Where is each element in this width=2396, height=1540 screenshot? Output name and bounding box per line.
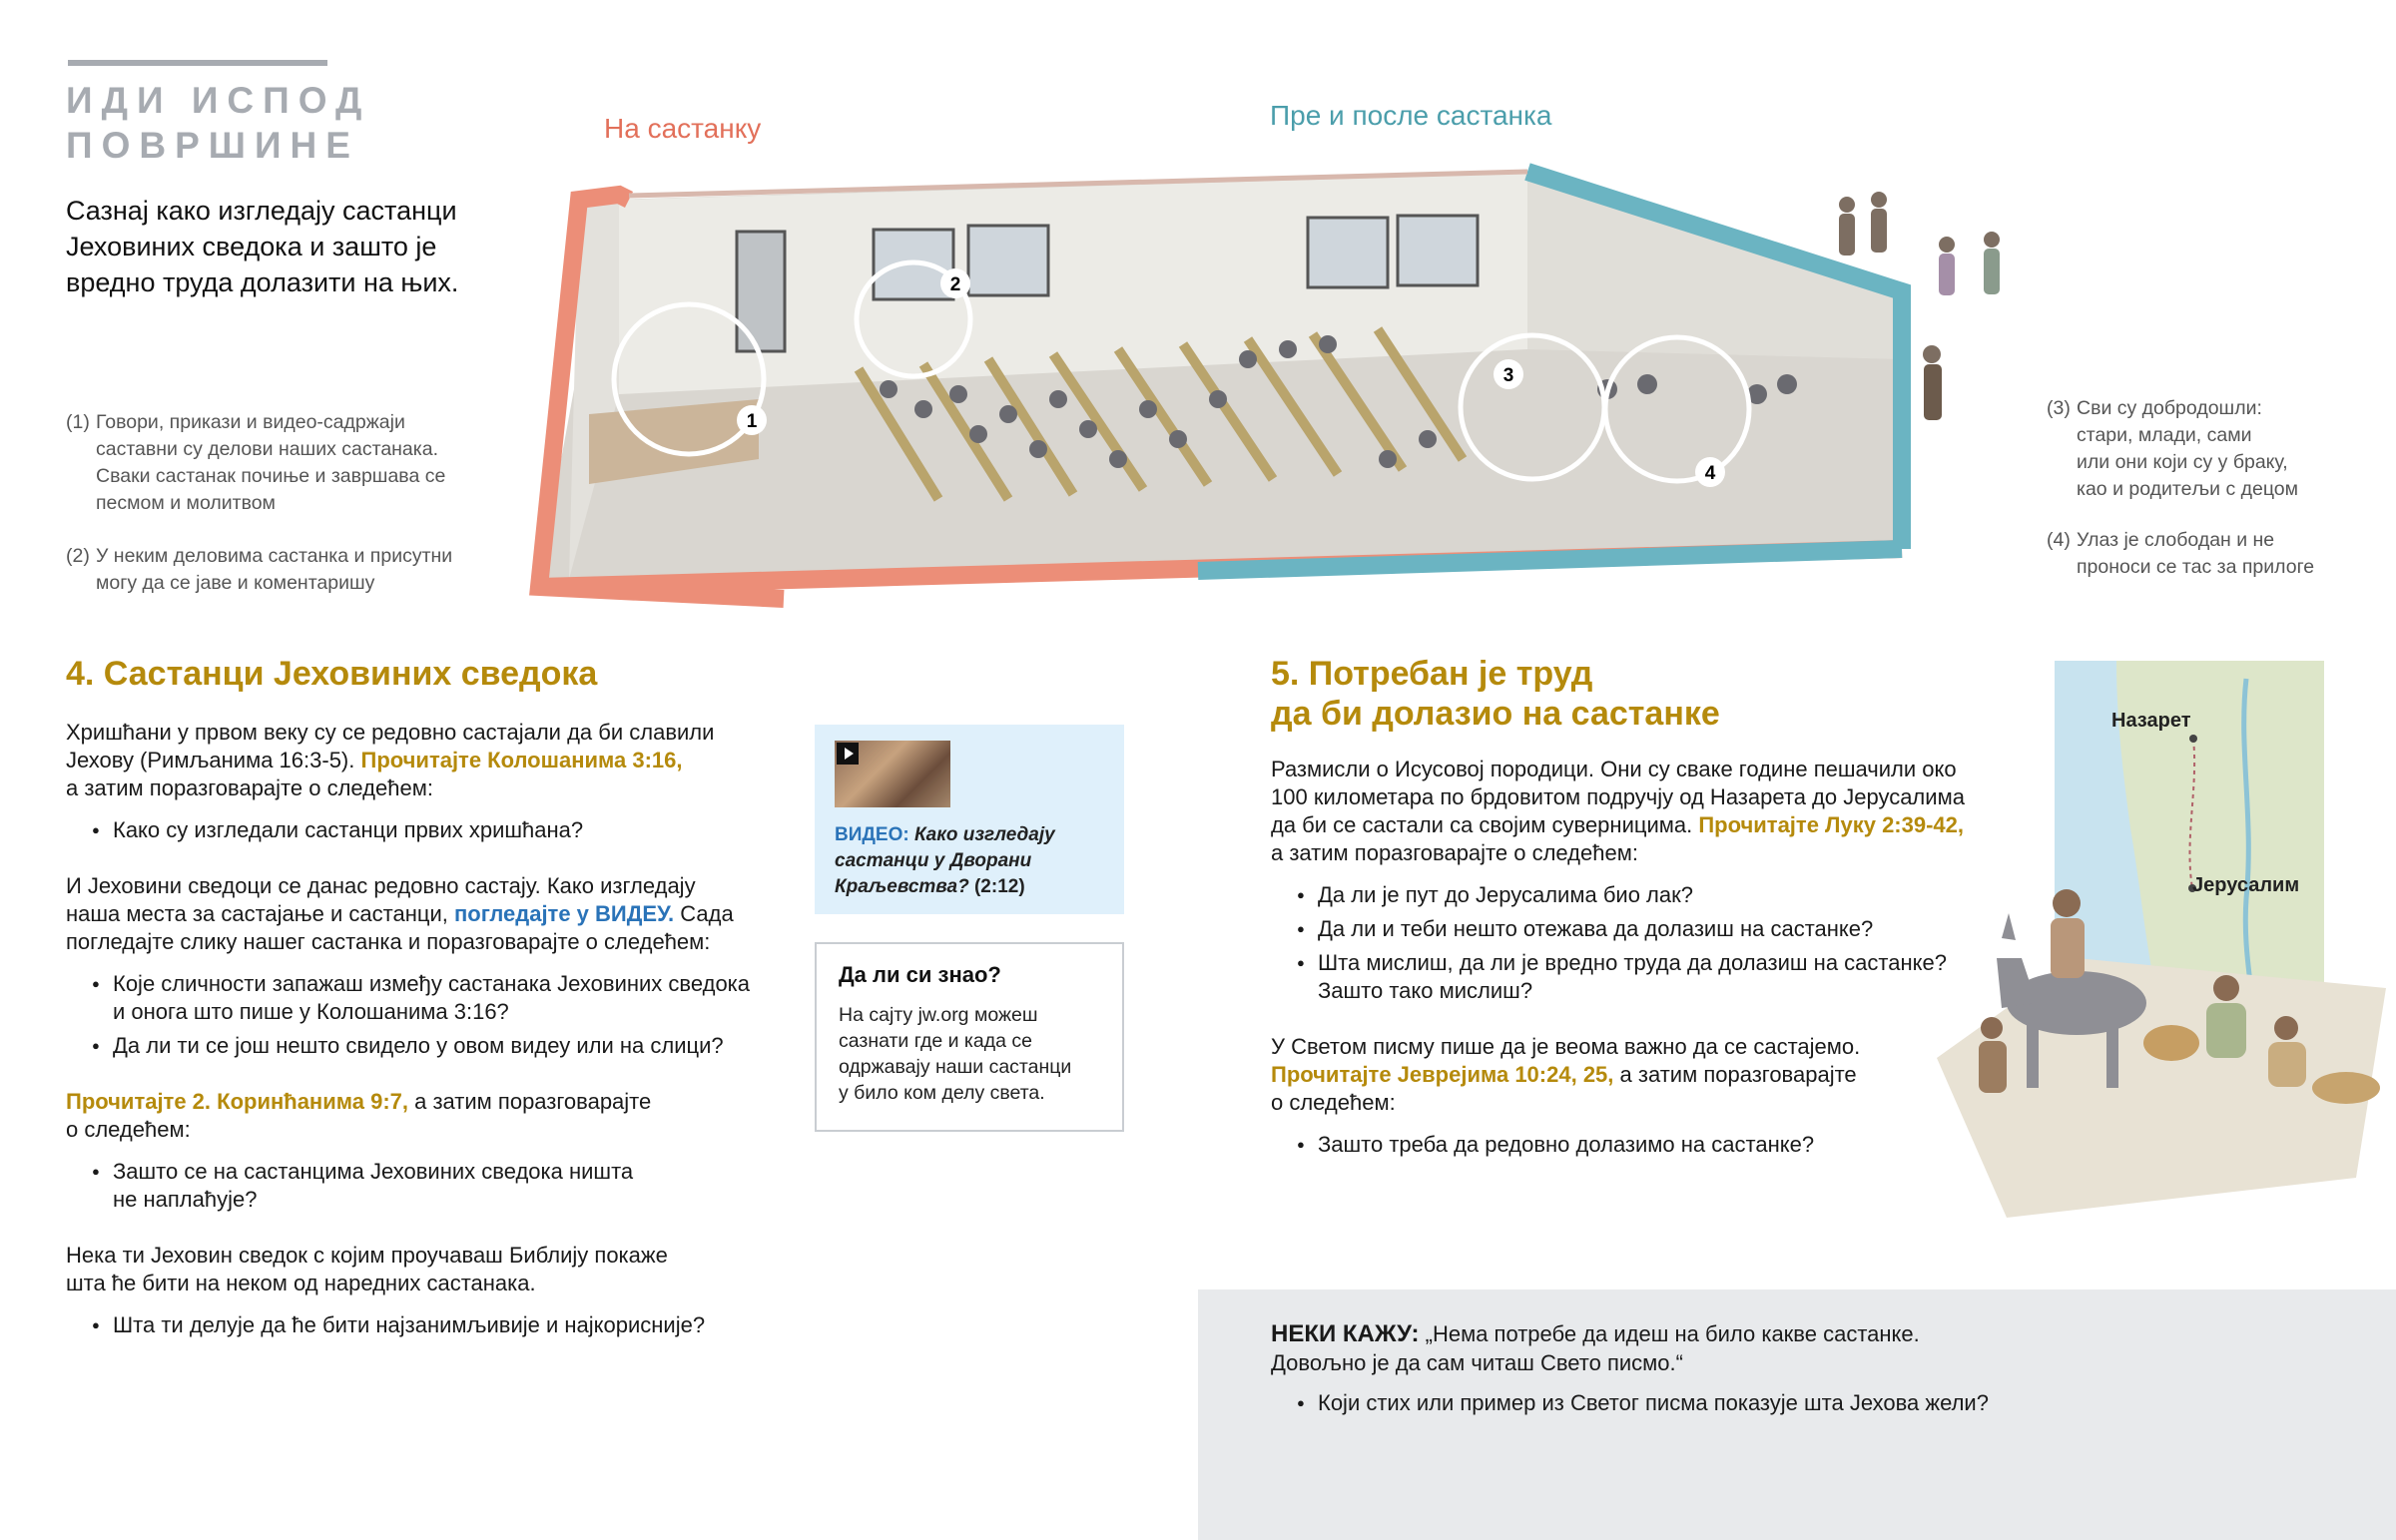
header-rule [68, 60, 327, 66]
city-dot-nazareth [2189, 735, 2197, 743]
marker-1: 1 [746, 411, 758, 432]
question-item: ● Које сличности запажаш између састанака Јеховиних сведока и онога што пише у Колошанима 3:16? [66, 970, 785, 1026]
paragraph-line: сазнати где и када се [839, 1030, 1032, 1052]
question-item: ● Зашто треба да редовно долазимо на састанке? [1271, 1131, 2030, 1159]
note-line: саставни су делови наших састанака. [96, 438, 439, 460]
paragraph-line: Нека ти Јеховин сведок с којим проучаваш Библију покаже [66, 1243, 668, 1268]
scripture-link-hebrews[interactable]: Прочитајте Јеврејима 10:24, 25, [1271, 1062, 1614, 1087]
note-line: Улаз је слободан и не [2077, 529, 2275, 551]
paragraph-line: шта ће бити на неком од наредних састанака. [66, 1271, 536, 1295]
note-number: (4) [2047, 529, 2071, 551]
question-item: ● Шта мислиш, да ли је вредно труда да долазиш на састанке? Зашто тако мислиш? [1271, 949, 2030, 1005]
some-say-content [1271, 1319, 2369, 1417]
paragraph-line: погледајте слику нашег састанка и поразговарајте о следећем: [66, 929, 711, 954]
question-item: ● Да ли ти се још нешто свидело у овом видеу или на слици? [66, 1032, 785, 1060]
marker-2: 2 [949, 274, 961, 295]
section5-body [1271, 756, 2030, 1159]
scripture-link-corinthians[interactable]: Прочитајте 2. Коринћанима 9:7, [66, 1089, 408, 1114]
note-line: Говори, прикази и видео-садржаји [96, 411, 405, 433]
note-number: (2) [66, 545, 90, 567]
paragraph-line: наша места за састајање и састанци, [66, 901, 448, 926]
marker-3: 3 [1502, 365, 1514, 386]
section4-heading: 4. Састанци Јеховиних сведока [66, 655, 598, 693]
scripture-link-luke[interactable]: Прочитајте Луку 2:39-42, [1698, 812, 1965, 837]
note-line: или они који су у браку, [2077, 451, 2288, 473]
video-title: састанци у Дворани [835, 850, 1032, 871]
video-thumbnail[interactable] [835, 741, 950, 807]
label-at-meeting: На састанку [604, 113, 762, 144]
section5-heading [1271, 654, 1720, 734]
note-1 [66, 409, 485, 517]
paragraph-line: Јехову (Римљанима 16:3-5). [66, 748, 355, 772]
some-say-label: НЕКИ КАЖУ: [1271, 1320, 1420, 1347]
arriving-people-illustration [1817, 180, 2037, 469]
door [737, 232, 785, 351]
note-2 [66, 543, 485, 597]
paragraph-line: а затим поразговарајте о следећем: [66, 775, 433, 800]
map-label-nazareth: Назарет [2111, 710, 2191, 732]
video-duration: (2:12) [973, 876, 1025, 897]
paragraph-line: У Светом писму пише да је веома важно да се састајемо. [1271, 1034, 1861, 1059]
paragraph-line: а затим поразговарајте [414, 1089, 652, 1114]
did-you-know-box [815, 942, 1124, 1132]
intro-text: Сазнај како изгледају састанци Јеховиних сведока и зашто је вредно труда долазити на њих. [66, 196, 459, 297]
note-line: Сваки састанак почиње и завршава се [96, 465, 446, 487]
note-4 [2047, 527, 2386, 581]
label-before-after: Пре и после састанка [1270, 100, 1552, 131]
section5-heading-line2: да би долазио на састанке [1271, 695, 1720, 733]
note-3 [2047, 395, 2386, 503]
note-number: (1) [66, 411, 90, 433]
video-link[interactable]: погледајте у ВИДЕУ. [453, 901, 675, 926]
paragraph-line: На сајту jw.org можеш [839, 1004, 1038, 1026]
paragraph-line: 100 километара по брдовитом подручју од Назарета до Јерусалима [1271, 784, 1965, 809]
section-title-line1: ИДИ ИСПОД [66, 80, 371, 121]
paragraph-line: одржавају наши састанци [839, 1056, 1072, 1078]
paragraph-line: да би се састали са својим суверницима. [1271, 812, 1693, 837]
some-say-box [1198, 1289, 2396, 1540]
note-line: могу да се јаве и коментаришу [96, 572, 375, 594]
note-line: стари, млади, сами [2077, 424, 2252, 446]
paragraph-line: о следећем: [66, 1117, 191, 1142]
some-say-quote: Довољно је да сам читаш Свето писмо.“ [1271, 1350, 1683, 1375]
paragraph-line: Сада [680, 901, 734, 926]
video-caption [835, 822, 1114, 900]
section-title-line2: ПОВРШИНЕ [66, 125, 359, 166]
map-label-jerusalem: Јерусалим [2192, 874, 2300, 896]
marker-4: 4 [1704, 463, 1716, 484]
section4-body [66, 719, 785, 1339]
paragraph-line: а затим поразговарајте о следећем: [1271, 840, 1638, 865]
kingdom-hall-illustration [529, 160, 1937, 609]
note-line: проноси се тас за прилоге [2077, 556, 2315, 578]
paragraph-line: у било ком делу света. [839, 1082, 1045, 1104]
question-item: ● Да ли је пут до Јерусалима био лак? [1271, 881, 2030, 909]
did-you-know-title: Да ли си знао? [839, 962, 1001, 987]
note-line: песмом и молитвом [96, 492, 276, 514]
note-number: (3) [2047, 397, 2071, 419]
journey-map-illustration [1917, 659, 2386, 1233]
question-item: ● Шта ти делује да ће бити најзанимљивије и најкорисније? [66, 1311, 785, 1339]
video-box[interactable] [815, 725, 1124, 914]
question-item: ● Да ли и теби нешто отежава да долазиш на састанке? [1271, 915, 2030, 943]
video-label: ВИДЕО: [835, 824, 909, 845]
question-item: ● Како су изгледали састанци првих хришћана? [66, 816, 785, 844]
paragraph-line: а затим поразговарајте [1619, 1062, 1857, 1087]
note-line: У неким деловима састанка и присутни [96, 545, 453, 567]
video-title: Како изгледају [913, 824, 1055, 845]
paragraph-line: И Јеховини сведоци се данас редовно састају. Како изгледају [66, 873, 696, 898]
question-item: ● Зашто се на састанцима Јеховиних сведока ништа не наплаћује? [66, 1158, 785, 1214]
did-you-know-body [839, 1002, 1113, 1106]
note-line: као и родитељи с децом [2077, 478, 2299, 500]
video-title: Краљевства? [835, 876, 969, 897]
scripture-link-colossians[interactable]: Прочитајте Колошанима 3:16, [360, 748, 683, 772]
play-icon[interactable] [837, 743, 859, 765]
question-item: ● Који стих или пример из Светог писма показује шта Јехова жели? [1271, 1389, 2369, 1417]
paragraph-line: Размисли о Исусовој породици. Они су сваке године пешачили око [1271, 757, 1957, 781]
some-say-quote: „Нема потребе да идеш на било какве састанке. [1425, 1321, 1920, 1346]
section-title [66, 78, 370, 168]
paragraph-line: Хришћани у првом веку су се редовно састајали да би славили [66, 720, 715, 745]
section5-heading-line1: 5. Потребан је труд [1271, 655, 1593, 693]
note-line: Сви су добродошли: [2077, 397, 2262, 419]
paragraph-line: о следећем: [1271, 1090, 1396, 1115]
